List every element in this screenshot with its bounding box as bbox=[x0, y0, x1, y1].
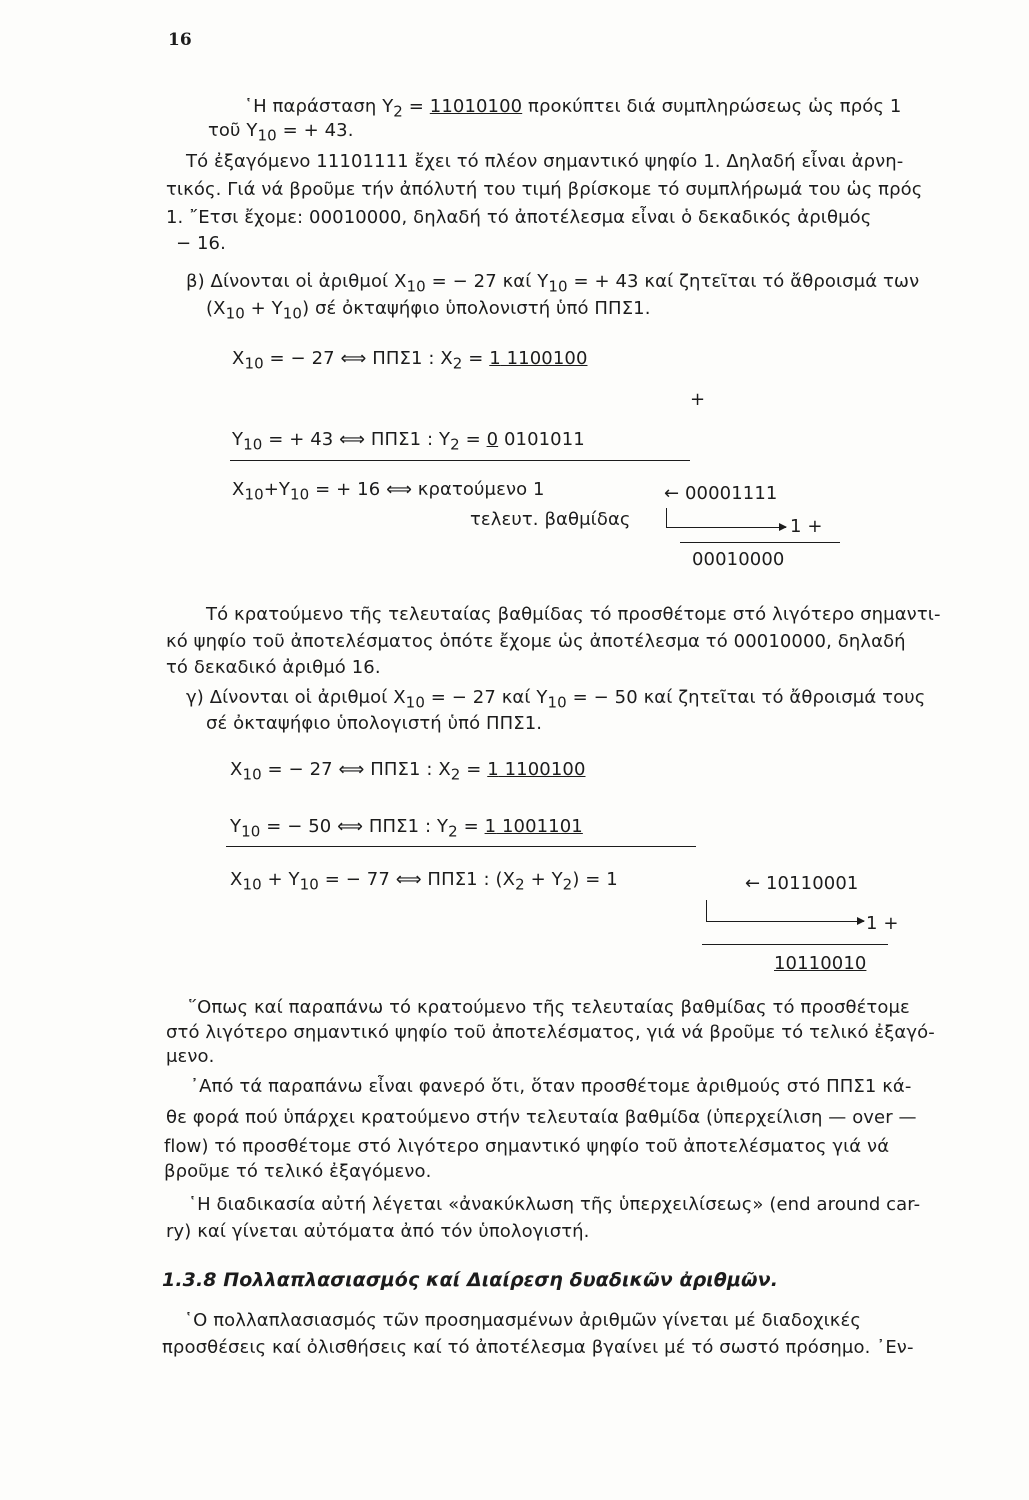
para5-line1: ῾Η διαδικασία αὐτή λέγεται «ἀνακύκλωση τῆς ὑπερχειλίσεως» (end around car- bbox=[188, 1194, 921, 1215]
beta-carry-bracket bbox=[666, 508, 667, 528]
gamma-line2: σέ ὀκταψήφιο ὑπολογιστή ὑπό ΠΠΣ1. bbox=[206, 713, 543, 734]
para2-line2: κό ψηφίο τοῦ ἀποτελέσματος ὁπότε ἔχομε ὡς ἀποτέλεσμα τό 00010000, δηλαδή bbox=[166, 631, 906, 652]
para6-line2: προσθέσεις καί ὀλισθήσεις καί τό ἀποτέλεσμα βγαίνει μέ τό σωστό πρόσημο. ᾿Εν- bbox=[162, 1337, 914, 1358]
para1-line6: − 16. bbox=[176, 233, 226, 254]
gamma-final-rule bbox=[702, 944, 888, 945]
gamma-carry-bracket bbox=[706, 900, 707, 922]
para1-line2: τοῦ $Y_{10}$ = + 43. bbox=[208, 120, 354, 145]
beta-y-line: $Y_{10}$ = + 43 ⟺ ΠΠΣ1 : $Y_2 = 0$ 0101011 bbox=[232, 429, 585, 454]
para4-line2: θε φορά πού ὑπάρχει κρατούμενο στήν τελευταία βαθμίδα (ὑπερχείλιση — over — bbox=[166, 1107, 917, 1128]
beta-carry-arrow bbox=[666, 527, 786, 528]
gamma-x-line: $X_{10}$ = − 27 ⟺ ΠΠΣ1 : $X_2 = 1$ 1100100 bbox=[230, 759, 586, 784]
beta-final-result: 00010000 bbox=[692, 549, 785, 570]
page-number: 16 bbox=[168, 30, 192, 50]
para1-line5: 1. ῎Ετσι ἔχομε: 00010000, δηλαδή τό ἀποτέλεσμα εἶναι ὁ δεκαδικός ἀριθμός bbox=[166, 207, 872, 228]
beta-final-rule bbox=[680, 542, 840, 543]
beta-carry-add: 1 + bbox=[790, 516, 823, 537]
para1-line1: ῾Η παράσταση $Y_2 = 11010100$ προκύπτει διά συμπληρώσεως ὡς πρός 1 bbox=[244, 96, 902, 121]
para1-line4: τικός. Γιά νά βροῦμε τήν ἀπόλυτή του τιμή βρίσκομε τό συμπλήρωμά του ὡς πρός bbox=[166, 179, 923, 200]
beta-carry-result: ← 00001111 bbox=[664, 483, 778, 504]
beta-x-line: $X_{10}$ = − 27 ⟺ ΠΠΣ1 : $X_2 = 1$ 1100100 bbox=[232, 348, 588, 373]
gamma-carry-arrow bbox=[706, 921, 864, 922]
para5-line2: ry) καί γίνεται αὐτόματα ἀπό τόν ὑπολογιστή. bbox=[166, 1221, 590, 1242]
gamma-carry-add: 1 + bbox=[866, 913, 899, 934]
para2-line3: τό δεκαδικό ἀριθμό 16. bbox=[166, 657, 381, 678]
para4-line4: βροῦμε τό τελικό ἐξαγόμενο. bbox=[164, 1161, 432, 1182]
gamma-sum-line: $X_{10} + Y_{10}$ = − 77 ⟺ ΠΠΣ1 : $(X_2 + Y_2) = 1$ bbox=[230, 869, 618, 894]
gamma-y-line: $Y_{10}$ = − 50 ⟺ ΠΠΣ1 : $Y_2 = 1$ 1001101 bbox=[230, 816, 583, 841]
beta-line1: β) Δίνονται οἱ ἀριθμοί $X_{10}$ = − 27 καί $Y_{10}$ = + 43 καί ζητεῖται τό ἄθροισμά των bbox=[186, 271, 920, 296]
para3-line1: ῞Οπως καί παραπάνω τό κρατούμενο τῆς τελευταίας βαθμίδας τό προσθέτομε bbox=[188, 997, 910, 1018]
beta-stage-label: τελευτ. βαθμίδας bbox=[470, 509, 631, 530]
para4-line1: ᾿Από τά παραπάνω εἶναι φανερό ὅτι, ὅταν προσθέτομε ἀριθμούς στό ΠΠΣ1 κά- bbox=[190, 1076, 912, 1097]
para3-line2: στό λιγότερο σημαντικό ψηφίο τοῦ ἀποτελέσματος, γιά νά βροῦμε τό τελικό ἐξαγό- bbox=[166, 1022, 935, 1043]
para1-line3: Τό ἐξαγόμενο 11101111 ἔχει τό πλέον σημαντικό ψηφίο 1. Δηλαδή εἶναι ἀρνη- bbox=[186, 151, 904, 172]
para3-line3: μενο. bbox=[166, 1046, 215, 1067]
beta-sum-rule bbox=[230, 460, 690, 461]
gamma-sum-rule bbox=[226, 846, 696, 847]
section-heading: 1.3.8 Πολλαπλασιασμός καί Διαίρεση δυαδικῶν ἀριθμῶν. bbox=[162, 1269, 779, 1291]
gamma-line1: γ) Δίνονται οἱ ἀριθμοί $X_{10}$ = − 27 καί $Y_{10}$ = − 50 καί ζητεῖται τό ἄθροισμά τους bbox=[186, 687, 926, 712]
gamma-final-result: 10110010 bbox=[774, 953, 867, 974]
para6-line1: ῾Ο πολλαπλασιασμός τῶν προσημασμένων ἀριθμῶν γίνεται μέ διαδοχικές bbox=[184, 1310, 862, 1331]
gamma-carry-result: ← 10110001 bbox=[745, 873, 859, 894]
para2-line1: Τό κρατούμενο τῆς τελευταίας βαθμίδας τό προσθέτομε στό λιγότερο σημαντι- bbox=[206, 604, 941, 625]
beta-line2: $(X_{10} + Y_{10})$ σέ ὀκταψήφιο ὑπολονιστή ὑπό ΠΠΣ1. bbox=[206, 298, 651, 323]
beta-plus: + bbox=[690, 389, 706, 410]
para4-line3: flow) τό προσθέτομε στό λιγότερο σημαντικό ψηφίο τοῦ ἀποτελέσματος γιά νά bbox=[164, 1136, 890, 1157]
beta-sum-line: $X_{10}+Y_{10}$ = + 16 ⟺ κρατούμενο 1 bbox=[232, 479, 545, 504]
